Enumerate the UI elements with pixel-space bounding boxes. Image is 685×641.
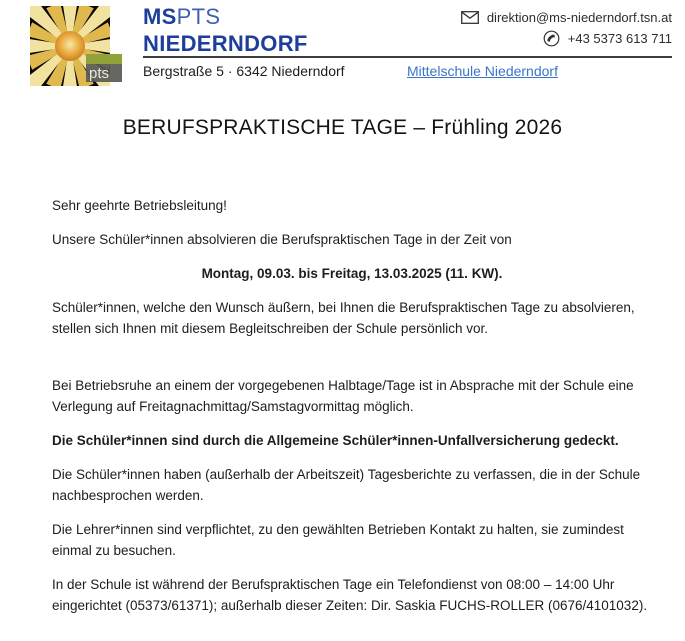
school-abbr-bold: MS <box>143 4 177 29</box>
school-city: NIEDERNDORF <box>143 31 308 56</box>
phone-circle-icon <box>543 30 560 47</box>
school-abbr-light: PTS <box>176 4 221 29</box>
salutation: Sehr geehrte Betriebsleitung! <box>52 198 227 213</box>
letter-body <box>52 195 652 629</box>
body-paragraph: Bei Betriebsruhe an einem der vorgegebenen Halbtage/Tage ist in Absprache mit der Schule eine Verlegung auf Freitagnachmittag/Samstagvormittag möglich. <box>52 378 634 414</box>
email-text: direktion@ms-niederndorf.tsn.at <box>486 10 672 25</box>
body-paragraph: Die Lehrer*innen sind verpflichtet, zu den gewählten Betrieben Kontakt zu halten, sie zumindest einmal zu besuchen. <box>52 522 624 558</box>
body-paragraph-insurance: Die Schüler*innen sind durch die Allgemeine Schüler*innen-Unfallversicherung gedeckt. <box>52 433 619 448</box>
envelope-icon <box>461 11 479 24</box>
header-divider <box>143 56 672 58</box>
address-row <box>143 62 672 80</box>
school-abbreviation <box>143 3 308 30</box>
date-line: Montag, 09.03. bis Freitag, 13.03.2025 (11. KW). <box>201 266 503 281</box>
body-paragraph: In der Schule ist während der Berufspraktischen Tage ein Telefondienst von 08:00 – 14:00 Uhr eingerichtet (05373/61371); außerhalb dieser Zeiten: Dir. Saskia FUCHS-ROLLER (0676/4101032). <box>52 577 648 613</box>
sun-logo-icon <box>30 6 124 88</box>
phone-row <box>461 28 672 49</box>
page-title: BERUFSPRAKTISCHE TAGE – Frühling 2026 <box>122 116 563 139</box>
intro-paragraph: Unsere Schüler*innen absolvieren die Berufspraktischen Tage in der Zeit von <box>52 232 512 247</box>
contact-block <box>461 7 672 49</box>
pts-badge-label: pts <box>89 65 110 82</box>
school-logo <box>30 6 124 88</box>
phone-text: +43 5373 613 711 <box>567 31 672 46</box>
school-address: Bergstraße 5 · 6342 Niederndorf <box>143 63 345 79</box>
pts-badge <box>86 54 122 82</box>
email-row <box>461 7 672 28</box>
website-link[interactable]: Mittelschule Niederndorf <box>407 63 558 79</box>
body-paragraph: Schüler*innen, welche den Wunsch äußern, bei Ihnen die Berufspraktischen Tage zu absolvieren, stellen sich Ihnen mit diesem Begleitschreiben der Schule persönlich vor. <box>52 300 635 336</box>
school-name <box>143 3 308 57</box>
body-paragraph: Die Schüler*innen haben (außerhalb der Arbeitszeit) Tagesberichte zu verfassen, die in der Schule nachbesprochen werden. <box>52 467 641 503</box>
